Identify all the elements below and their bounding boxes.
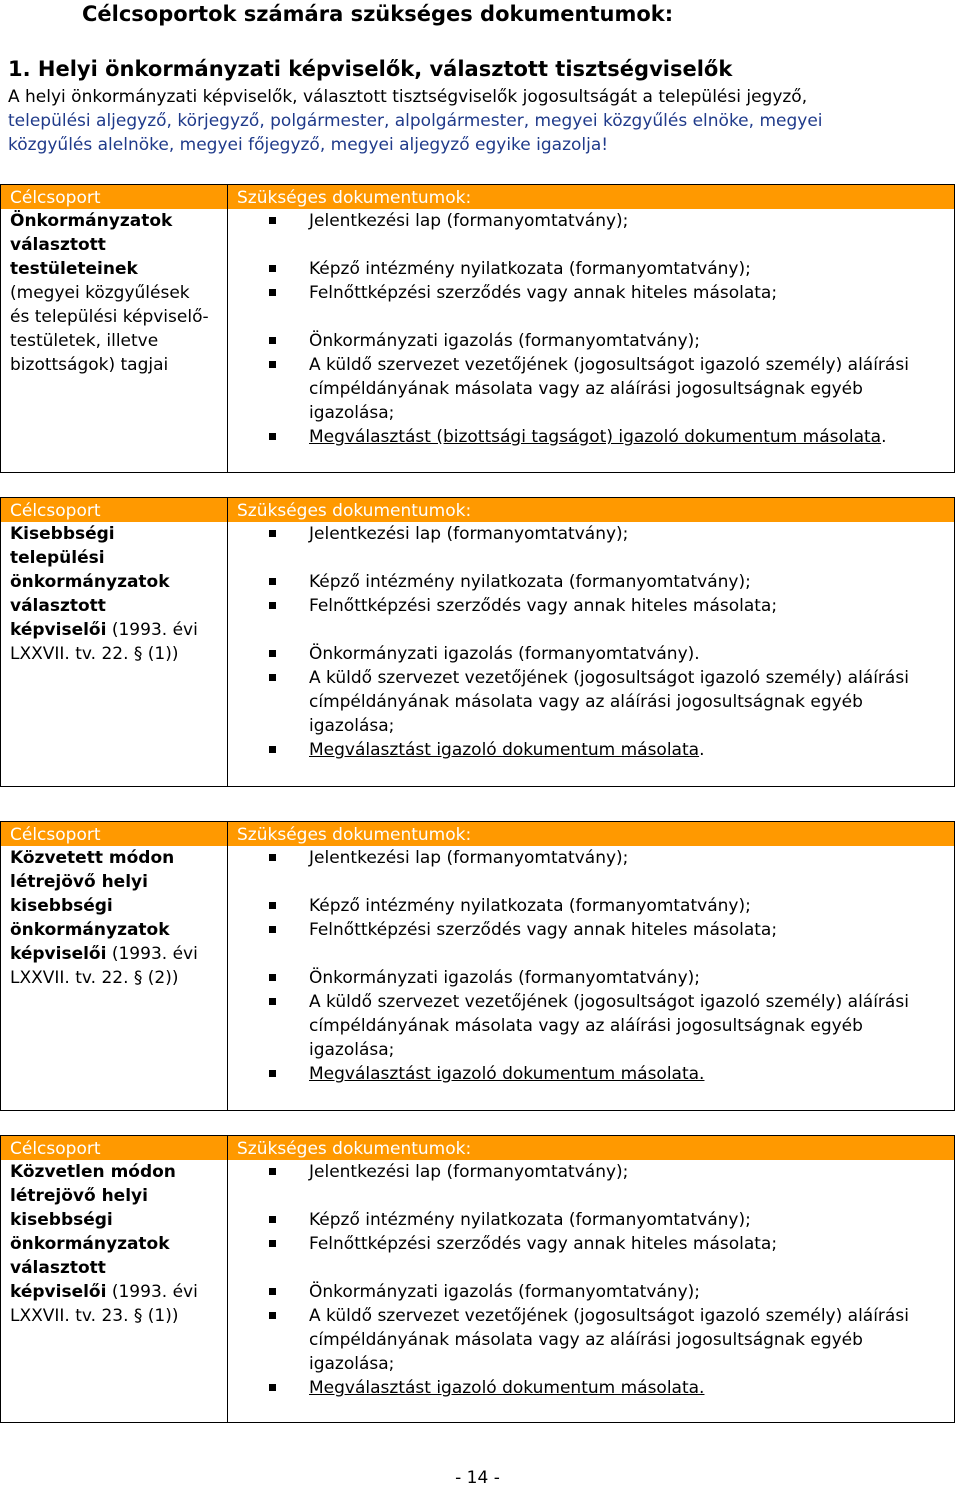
- target-group-block-3: [0, 821, 955, 1111]
- doc-text: Megválasztást (bizottsági tagságot) igazoló dokumentum másolata: [309, 427, 882, 447]
- target-group-label: Célcsoport: [10, 1139, 101, 1159]
- group-line: települési: [10, 548, 105, 568]
- intro-paragraph: [8, 85, 912, 157]
- group-line: önkormányzatok: [10, 920, 170, 940]
- doc-text: Képző intézmény nyilatkozata (formanyomtatvány);: [309, 259, 751, 279]
- target-group-name: [10, 522, 222, 666]
- required-docs-label: Szükséges dokumentumok:: [237, 188, 472, 208]
- intro-line: települési aljegyző, körjegyző, polgármester, alpolgármester, megyei közgyűlés elnöke, megyei: [8, 111, 823, 131]
- bullet-icon: [269, 361, 276, 368]
- bullet-icon: [269, 746, 276, 753]
- doc-text: Önkormányzati igazolás (formanyomtatvány);: [309, 331, 700, 351]
- group-line: kisebbségi: [10, 896, 113, 916]
- bullet-icon: [269, 265, 276, 272]
- group-line: választott: [10, 1258, 106, 1278]
- group-line: (1993. évi: [111, 620, 198, 640]
- bullet-icon: [269, 433, 276, 440]
- group-line: választott: [10, 235, 106, 255]
- bullet-icon: [269, 674, 276, 681]
- group-line: bizottságok) tagjai: [10, 355, 169, 375]
- group-line: önkormányzatok: [10, 1234, 170, 1254]
- group-line: Önkormányzatok: [10, 211, 173, 231]
- doc-text: Megválasztást igazoló dokumentum másolata.: [309, 1378, 705, 1398]
- bullet-icon: [269, 217, 276, 224]
- group-line: Közvetett módon: [10, 848, 175, 868]
- doc-text: Képző intézmény nyilatkozata (formanyomtatvány);: [309, 896, 751, 916]
- group-line: önkormányzatok: [10, 572, 170, 592]
- group-line: Kisebbségi: [10, 524, 115, 544]
- group-line: létrejövő helyi: [10, 1186, 148, 1206]
- group-line: (megyei közgyűlések: [10, 283, 190, 303]
- doc-text: Képző intézmény nyilatkozata (formanyomtatvány);: [309, 1210, 751, 1230]
- bullet-icon: [269, 1288, 276, 1295]
- bullet-icon: [269, 1216, 276, 1223]
- doc-text: Felnőttképzési szerződés vagy annak hiteles másolata;: [309, 283, 778, 303]
- group-line: LXXVII. tv. 22. § (1)): [10, 644, 179, 664]
- target-group-label: Célcsoport: [10, 825, 101, 845]
- group-line: képviselői: [10, 944, 107, 964]
- doc-text: Megválasztást igazoló dokumentum másolata: [309, 740, 700, 760]
- target-group-name: [10, 846, 222, 990]
- doc-text: Önkormányzati igazolás (formanyomtatvány).: [309, 644, 700, 664]
- doc-text: Felnőttképzési szerződés vagy annak hiteles másolata;: [309, 920, 778, 940]
- group-line: képviselői: [10, 1282, 107, 1302]
- group-line: kisebbségi: [10, 1210, 113, 1230]
- group-line: LXXVII. tv. 22. § (2)): [10, 968, 179, 988]
- group-line: Közvetlen módon: [10, 1162, 176, 1182]
- required-docs-label: Szükséges dokumentumok:: [237, 1139, 472, 1159]
- required-docs-label: Szükséges dokumentumok:: [237, 825, 472, 845]
- doc-text: Felnőttképzési szerződés vagy annak hiteles másolata;: [309, 596, 778, 616]
- intro-line: A helyi önkormányzati képviselők, választott tisztségviselők jogosultságát a települési jegyző,: [8, 87, 808, 107]
- group-line: (1993. évi: [111, 1282, 198, 1302]
- doc-text: Megválasztást igazoló dokumentum másolata.: [309, 1064, 705, 1084]
- doc-text: Jelentkezési lap (formanyomtatvány);: [309, 211, 629, 231]
- bullet-icon: [269, 1168, 276, 1175]
- doc-text: Felnőttképzési szerződés vagy annak hiteles másolata;: [309, 1234, 778, 1254]
- bullet-icon: [269, 902, 276, 909]
- page-title: Célcsoportok számára szükséges dokumentumok:: [82, 2, 674, 26]
- bullet-icon: [269, 854, 276, 861]
- target-group-name: [10, 1160, 222, 1328]
- target-group-name: [10, 209, 222, 377]
- bullet-icon: [269, 289, 276, 296]
- group-line: képviselői: [10, 620, 107, 640]
- doc-text: Jelentkezési lap (formanyomtatvány);: [309, 1162, 629, 1182]
- bullet-icon: [269, 337, 276, 344]
- group-line: (1993. évi: [111, 944, 198, 964]
- bullet-icon: [269, 998, 276, 1005]
- group-line: testületeinek: [10, 259, 138, 279]
- doc-text: Önkormányzati igazolás (formanyomtatvány);: [309, 968, 700, 988]
- doc-text-end: .: [881, 427, 887, 447]
- doc-text: A küldő szervezet vezetőjének (jogosultságot igazoló személy) aláírási címpéldányának másolata vagy az aláírási jogosultságnak egyéb igazolása;: [309, 1306, 909, 1374]
- target-group-block-1: [0, 184, 955, 473]
- bullet-icon: [269, 926, 276, 933]
- doc-text: Önkormányzati igazolás (formanyomtatvány);: [309, 1282, 700, 1302]
- bullet-icon: [269, 530, 276, 537]
- bullet-icon: [269, 1240, 276, 1247]
- page-number: - 14 -: [455, 1468, 500, 1488]
- section-heading: 1. Helyi önkormányzati képviselők, választott tisztségviselők: [8, 57, 733, 81]
- doc-text: A küldő szervezet vezetőjének (jogosultságot igazoló személy) aláírási címpéldányának másolata vagy az aláírási jogosultságnak egyéb igazolása;: [309, 992, 909, 1060]
- group-line: LXXVII. tv. 23. § (1)): [10, 1306, 179, 1326]
- doc-text: Jelentkezési lap (formanyomtatvány);: [309, 524, 629, 544]
- group-line: választott: [10, 596, 106, 616]
- target-group-label: Célcsoport: [10, 188, 101, 208]
- target-group-block-4: [0, 1135, 955, 1423]
- group-line: testületek, illetve: [10, 331, 159, 351]
- doc-text: Jelentkezési lap (formanyomtatvány);: [309, 848, 629, 868]
- bullet-icon: [269, 650, 276, 657]
- target-group-block-2: [0, 497, 955, 787]
- group-line: és települési képviselő-: [10, 307, 209, 327]
- doc-text: Képző intézmény nyilatkozata (formanyomtatvány);: [309, 572, 751, 592]
- doc-text: A küldő szervezet vezetőjének (jogosultságot igazoló személy) aláírási címpéldányának másolata vagy az aláírási jogosultságnak egyéb igazolása;: [309, 355, 909, 423]
- target-group-label: Célcsoport: [10, 501, 101, 521]
- bullet-icon: [269, 602, 276, 609]
- required-docs-label: Szükséges dokumentumok:: [237, 501, 472, 521]
- bullet-icon: [269, 974, 276, 981]
- bullet-icon: [269, 1070, 276, 1077]
- bullet-icon: [269, 1384, 276, 1391]
- doc-text-end: .: [699, 740, 705, 760]
- group-line: létrejövő helyi: [10, 872, 148, 892]
- intro-line: közgyűlés alelnöke, megyei főjegyző, megyei aljegyző egyike igazolja!: [8, 135, 609, 155]
- doc-text: A küldő szervezet vezetőjének (jogosultságot igazoló személy) aláírási címpéldányának másolata vagy az aláírási jogosultságnak egyéb igazolása;: [309, 668, 909, 736]
- bullet-icon: [269, 1312, 276, 1319]
- bullet-icon: [269, 578, 276, 585]
